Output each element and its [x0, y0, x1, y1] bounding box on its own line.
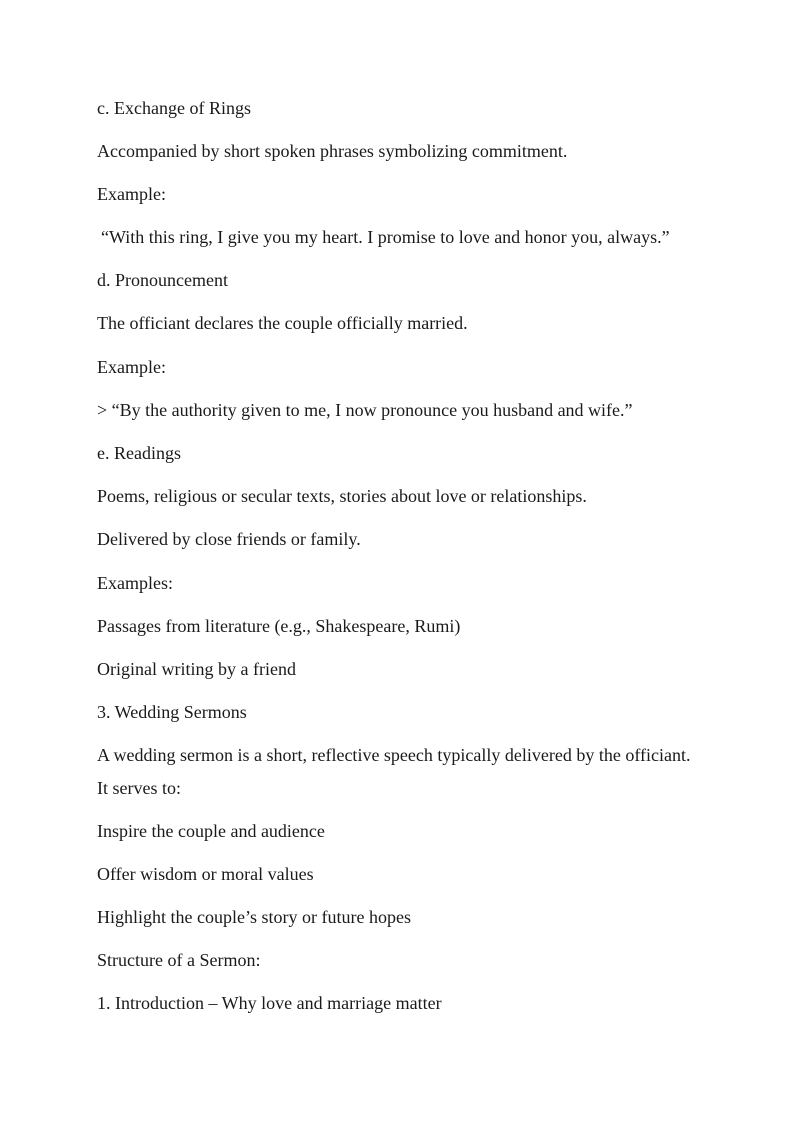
list-item: Highlight the couple’s story or future hopes — [97, 907, 411, 927]
list-item: Inspire the couple and audience — [97, 821, 325, 841]
quote-pronouncement: > “By the authority given to me, I now pronounce you husband and wife.” — [97, 400, 633, 420]
quote-ring-vow: “With this ring, I give you my heart. I promise to love and honor you, always.” — [101, 227, 670, 247]
paragraph: Delivered by close friends or family. — [97, 529, 361, 549]
paragraph: Poems, religious or secular texts, stories about love or relationships. — [97, 486, 587, 506]
examples-label: Examples: — [97, 573, 173, 593]
heading-readings: e. Readings — [97, 443, 181, 463]
heading-exchange-of-rings: c. Exchange of Rings — [97, 98, 251, 118]
paragraph: Accompanied by short spoken phrases symbolizing commitment. — [97, 141, 568, 161]
example-label: Example: — [97, 357, 166, 377]
list-item: Original writing by a friend — [97, 659, 296, 679]
list-item: Passages from literature (e.g., Shakespeare, Rumi) — [97, 616, 461, 636]
list-item: Offer wisdom or moral values — [97, 864, 314, 884]
paragraph: The officiant declares the couple officially married. — [97, 313, 468, 333]
paragraph: A wedding sermon is a short, reflective speech typically delivered by the officiant. — [97, 745, 691, 765]
example-label: Example: — [97, 184, 166, 204]
heading-wedding-sermons: 3. Wedding Sermons — [97, 702, 247, 722]
subheading-structure: Structure of a Sermon: — [97, 950, 261, 970]
numbered-item: 1. Introduction – Why love and marriage matter — [97, 993, 442, 1013]
heading-pronouncement: d. Pronouncement — [97, 270, 228, 290]
paragraph-continuation: It serves to: — [97, 778, 181, 798]
